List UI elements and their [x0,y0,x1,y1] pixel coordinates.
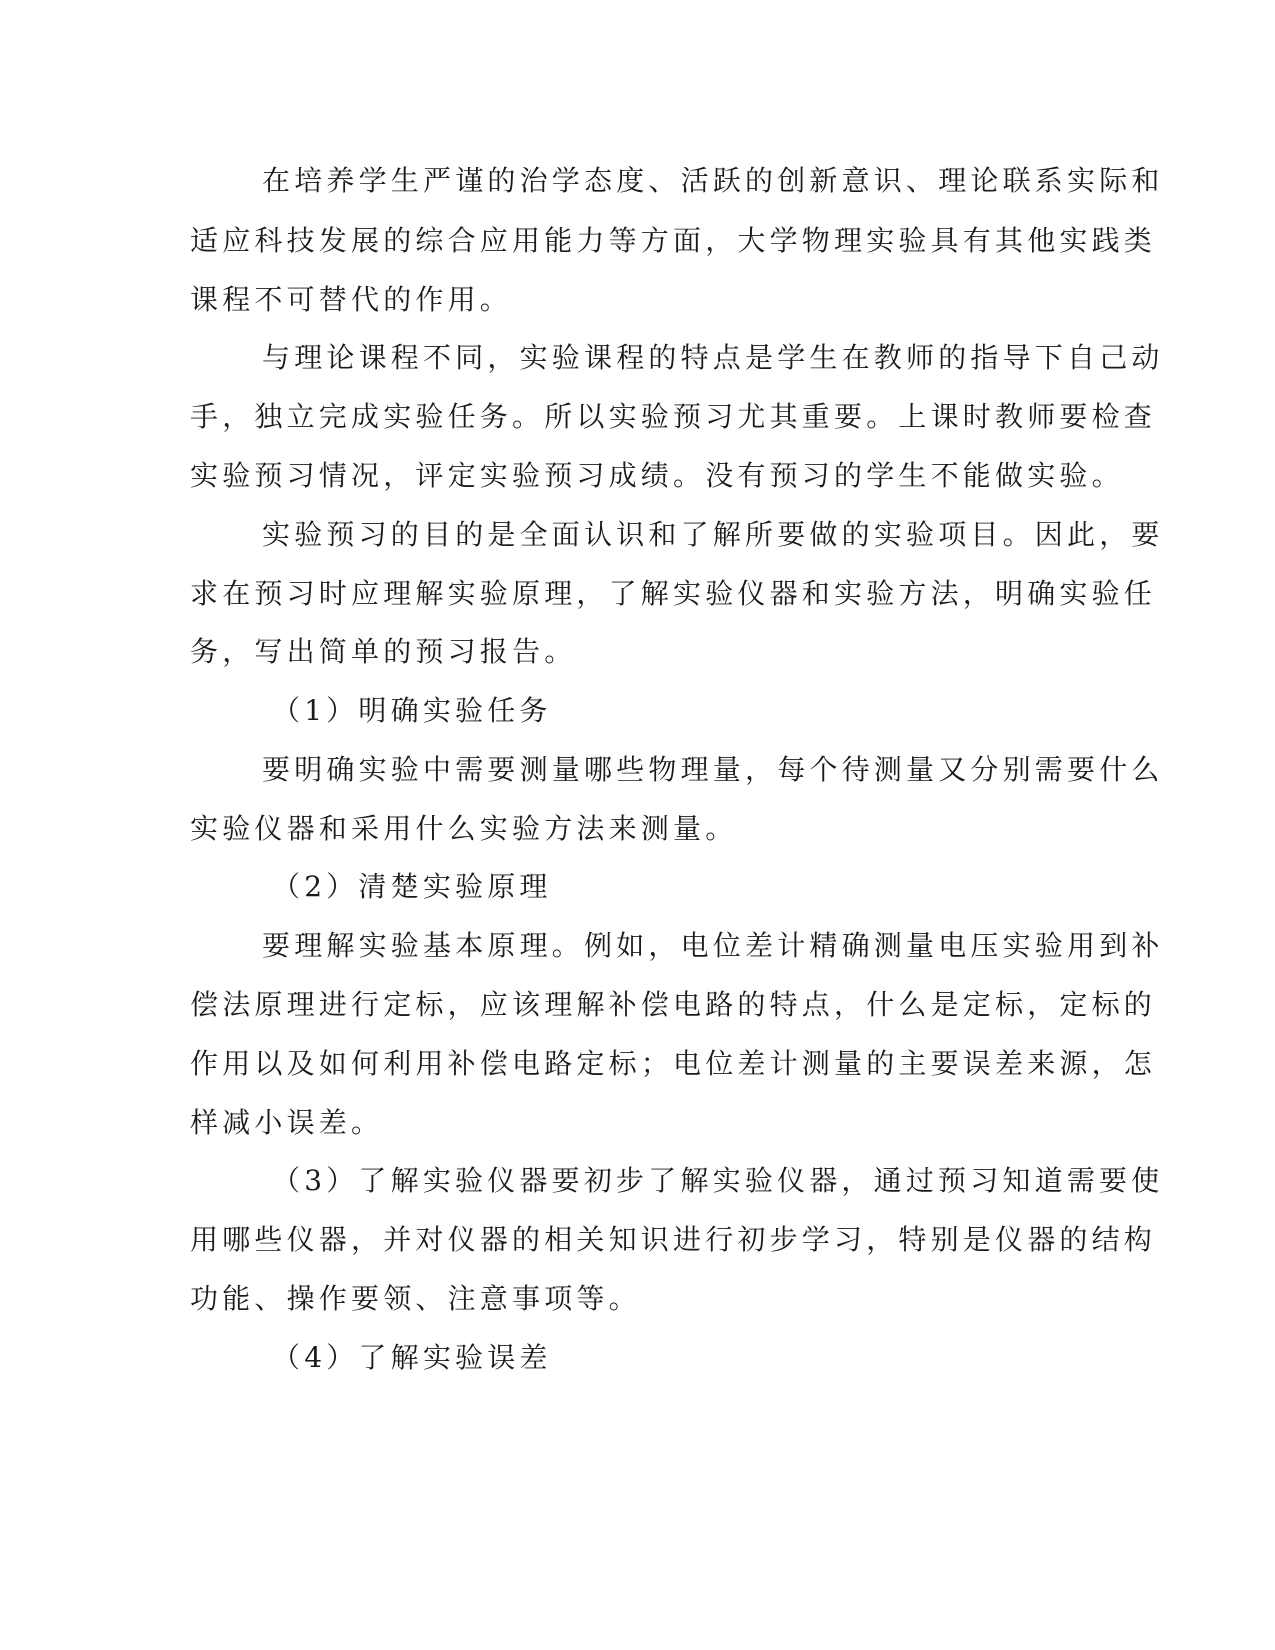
paragraph-3-line-2: 求在预习时应理解实验原理，了解实验仪器和实验方法，明确实验任 [190,577,1157,610]
paragraph-6-line-1: （3）了解实验仪器要初步了解实验仪器，通过预习知道需要使 [272,1164,1164,1197]
paragraph-5-line-1: 要理解实验基本原理。例如，电位差计精确测量电压实验用到补 [262,929,1164,962]
paragraph-2-line-1: 与理论课程不同，实验课程的特点是学生在教师的指导下自己动 [262,341,1164,374]
paragraph-3-line-1: 实验预习的目的是全面认识和了解所要做的实验项目。因此，要 [262,518,1164,551]
paragraph-3-line-3: 务，写出简单的预习报告。 [190,635,577,668]
paragraph-1-line-2: 适应科技发展的综合应用能力等方面，大学物理实验具有其他实践类 [190,224,1157,257]
section-heading-1: （1）明确实验任务 [272,694,552,727]
paragraph-6-line-3: 功能、操作要领、注意事项等。 [190,1282,641,1315]
paragraph-1-line-3: 课程不可替代的作用。 [190,283,513,316]
section-heading-4: （4）了解实验误差 [272,1341,552,1374]
paragraph-4-line-2: 实验仪器和采用什么实验方法来测量。 [190,812,738,845]
paragraph-5-line-2: 偿法原理进行定标，应该理解补偿电路的特点，什么是定标，定标的 [190,988,1157,1021]
paragraph-6-line-2: 用哪些仪器，并对仪器的相关知识进行初步学习，特别是仪器的结构 [190,1223,1157,1256]
paragraph-1-line-1: 在培养学生严谨的治学态度、活跃的创新意识、理论联系实际和 [262,164,1164,197]
paragraph-5-line-4: 样减小误差。 [190,1106,384,1139]
section-heading-2: （2）清楚实验原理 [272,870,552,903]
paragraph-2-line-3: 实验预习情况，评定实验预习成绩。没有预习的学生不能做实验。 [190,459,1124,492]
paragraph-4-line-1: 要明确实验中需要测量哪些物理量，每个待测量又分别需要什么 [262,753,1164,786]
paragraph-2-line-2: 手，独立完成实验任务。所以实验预习尤其重要。上课时教师要检查 [190,400,1157,433]
paragraph-5-line-3: 作用以及如何利用补偿电路定标；电位差计测量的主要误差来源，怎 [190,1047,1157,1080]
